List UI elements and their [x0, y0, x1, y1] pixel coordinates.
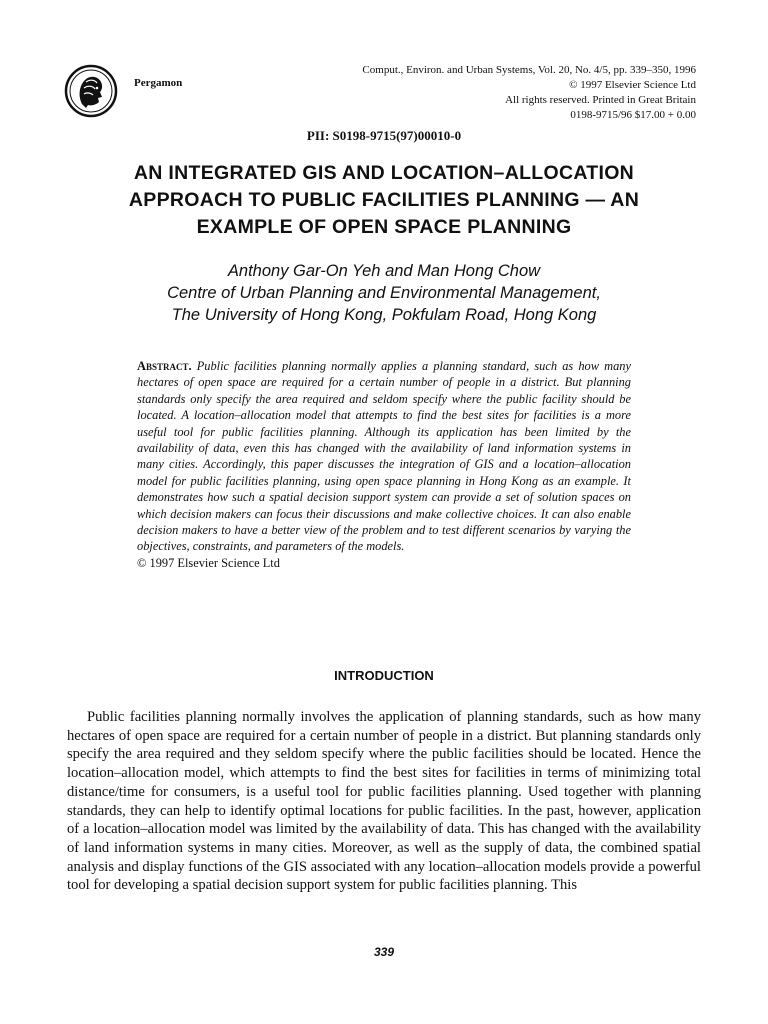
journal-info	[362, 63, 696, 123]
pii-identifier: PII: S0198-9715(97)00010-0	[306, 128, 462, 143]
title-line-2: APPROACH TO PUBLIC FACILITIES PLANNING — AN	[128, 189, 640, 211]
section-heading-introduction: INTRODUCTION	[334, 668, 434, 683]
pergamon-head-logo-icon	[64, 64, 118, 118]
journal-citation: Comput., Environ. and Urban Systems, Vol. 20, No. 4/5, pp. 339–350, 1996	[362, 64, 696, 76]
author-block	[40, 260, 728, 326]
journal-rights: All rights reserved. Printed in Great Britain	[505, 94, 696, 106]
journal-price: 0198-9715/96 $17.00 + 0.00	[570, 109, 696, 121]
publisher-name: Pergamon	[134, 77, 183, 89]
page-number: 339	[373, 945, 395, 959]
introduction-paragraph: Public facilities planning normally involves the application of planning standards, such as how many hectares of open space are required for a certain number of people in a district. But planning standards only specify the area required and they seldom specify where the public facilities should be located. Hence the location–allocation model, which attempts to find the best sites for facilities in terms of minimizing total distance/time for consumers, is a useful tool for public facilities planning. Used together with planning standards, they can help to identify optimal locations for public facilities. In the past, however, application of a location–allocation model was limited by the availability of data. This has changed with the availability of land information systems in many cities. Moreover, as well as the supply of data, the combined spatial analysis and display functions of the GIS associated with any location–allocation models provide a powerful tool for developing a spatial decision support system for public facilities planning. This	[67, 709, 701, 894]
paper-title	[40, 160, 728, 241]
affiliation-line-2: The University of Hong Kong, Pokfulam Road, Hong Kong	[171, 306, 597, 324]
abstract-copyright: © 1997 Elsevier Science Ltd	[137, 555, 280, 570]
title-line-1: AN INTEGRATED GIS AND LOCATION–ALLOCATION	[133, 162, 635, 184]
abstract-label: Abstract.	[137, 359, 192, 373]
author-names: Anthony Gar-On Yeh and Man Hong Chow	[227, 262, 541, 280]
abstract-body: Public facilities planning normally applies a planning standard, such as how many hectares of open space are required for a certain number of people in a district. But planning standards only specify the area required and seldom specify where the public facility should be located. A location–allocation model that attempts to find the best sites for facilities is a more useful tool for public facilities planning. Although its application has been limited by the availability of data, even this has changed with the availability of land information systems in many cities. Accordingly, this paper discusses the integration of GIS and a location–allocation model for public facilities planning, using open space planning in Hong Kong as an example. It demonstrates how such a spatial decision support system can provide a set of solution spaces on which decision makers can focus their discussions and make collective choices. It can also enable decision makers to have a better view of the problem and to test different scenarios by varying the objectives, constraints, and parameters of the models.	[137, 359, 631, 554]
journal-copyright: © 1997 Elsevier Science Ltd	[569, 79, 696, 91]
title-line-3: EXAMPLE OF OPEN SPACE PLANNING	[196, 216, 572, 238]
abstract	[137, 358, 631, 571]
affiliation-line-1: Centre of Urban Planning and Environmental Management,	[167, 284, 601, 302]
